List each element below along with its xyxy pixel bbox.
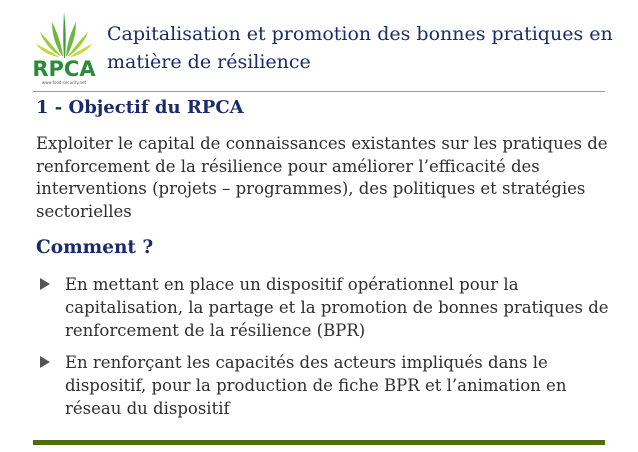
footer-bar (33, 440, 605, 445)
leaf-icon (32, 6, 96, 60)
comment-heading: Comment ? (36, 237, 154, 258)
logo-text: RPCA (32, 57, 96, 81)
triangle-bullet-icon (40, 278, 50, 290)
section-heading: 1 - Objectif du RPCA (36, 97, 244, 118)
bullet-text: En mettant en place un dispositif opérationnel pour la capitalisation, la partage et la promotion de bonnes pratiques de renforcement de la résilience (BPR) (65, 275, 609, 340)
title-divider (33, 91, 605, 92)
objective-paragraph: Exploiter le capital de connaissances existantes sur les pratiques de renforcement de la résilience pour améliorer l’efficacité des interventions (projets – programmes), des politiques et stratégies sectorielles (36, 134, 608, 221)
bullet-text: En renforçant les capacités des acteurs impliqués dans le dispositif, pour la production de fiche BPR et l’animation en réseau du dispositif (65, 353, 567, 418)
rpca-logo (32, 6, 96, 90)
triangle-bullet-icon (40, 356, 50, 368)
logo-url: www.food-security.net (41, 80, 87, 85)
slide-title: Capitalisation et promotion des bonnes pratiques en matière de résilience (107, 23, 613, 73)
